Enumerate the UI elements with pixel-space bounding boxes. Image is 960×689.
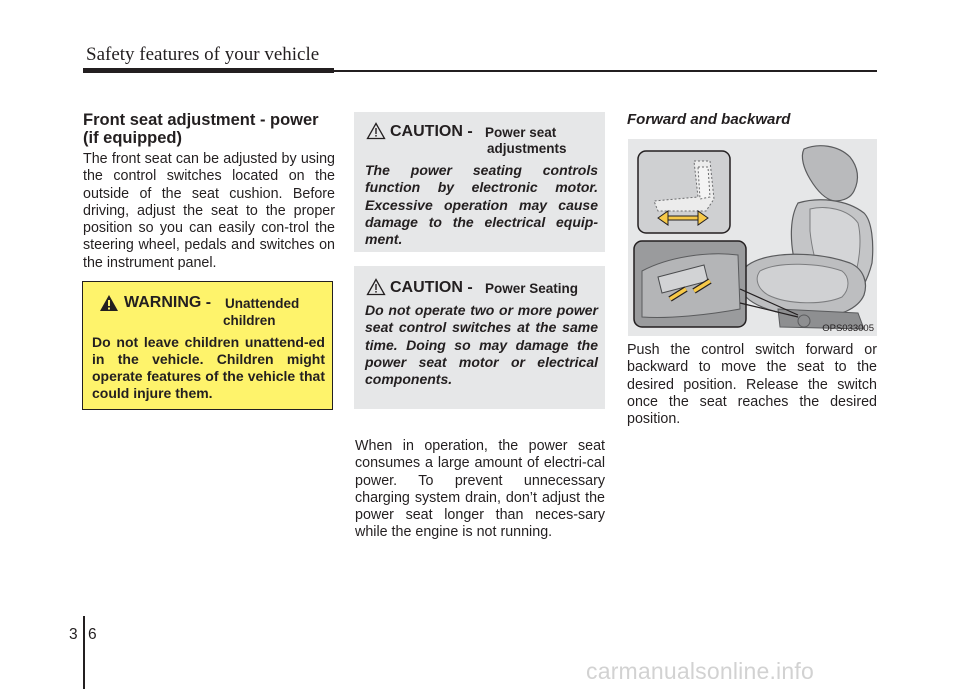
warning-subject-line1: Unattended xyxy=(225,296,300,311)
warning-text: Do not leave children unattend-ed in the vehicle. Children might operate features of the vehicle that could injure them. xyxy=(92,334,325,401)
caution-triangle-icon xyxy=(366,122,386,140)
header-rule-thin xyxy=(334,70,877,72)
power-consumption-paragraph: When in operation, the power seat consumes a large amount of electri-cal power. To prevent unnecessary charging system drain, don’t adjust the power seat longer than neces-sary while the engine is not running. xyxy=(355,438,605,541)
section-heading: Front seat adjustment - power (if equipped) xyxy=(83,111,319,147)
seat-illustration xyxy=(628,139,877,336)
caution-text: Do not operate two or more power seat control switches at the same time. Doing so may damage the power seat motor or electrical components. xyxy=(365,302,598,388)
caution-triangle-icon xyxy=(366,278,386,296)
caution-subject: Power Seating xyxy=(485,281,579,296)
caution-label: CAUTION - xyxy=(390,279,473,296)
power-seat-diagram xyxy=(628,139,877,336)
page-header-title: Safety features of your vehicle xyxy=(86,44,320,65)
caution-label: CAUTION - xyxy=(390,123,473,140)
seat-switch-icon-inset xyxy=(638,151,730,233)
seat-drawing xyxy=(740,146,872,329)
figure-code: OPS033005 xyxy=(822,323,874,334)
caution-box-power-seating xyxy=(354,266,605,409)
header-rule-thick xyxy=(83,68,334,73)
warning-label: WARNING - xyxy=(124,294,212,311)
caution-text: The power seating controls function by electronic motor. Excessive operation may cause damage to the electrical equip-ment. xyxy=(365,162,598,248)
warning-box xyxy=(82,281,333,410)
caution-box-adjustments xyxy=(354,112,605,252)
subsection-heading: Forward and backward xyxy=(627,111,791,128)
caution-subject-line1: Power seat xyxy=(485,125,557,140)
page-number-rule xyxy=(83,616,85,689)
warning-subject-line2: children xyxy=(223,313,276,328)
chapter-number: 3 xyxy=(69,626,78,643)
watermark: carmanualsonline.info xyxy=(586,658,814,684)
forward-backward-paragraph: Push the control switch forward or backward to move the seat to the desired position. Release the switch once the seat reaches the desired position. xyxy=(627,342,877,428)
warning-triangle-icon xyxy=(99,294,119,312)
intro-paragraph: The front seat can be adjusted by using the control switches located on the outside of the seat cushion. Before driving, adjust the seat to the proper position so you can easily con-trol the steering wheel, pedals and switches on the instrument panel. xyxy=(83,151,335,271)
page-number: 6 xyxy=(88,626,97,643)
caution-subject-line2: adjustments xyxy=(487,141,567,156)
